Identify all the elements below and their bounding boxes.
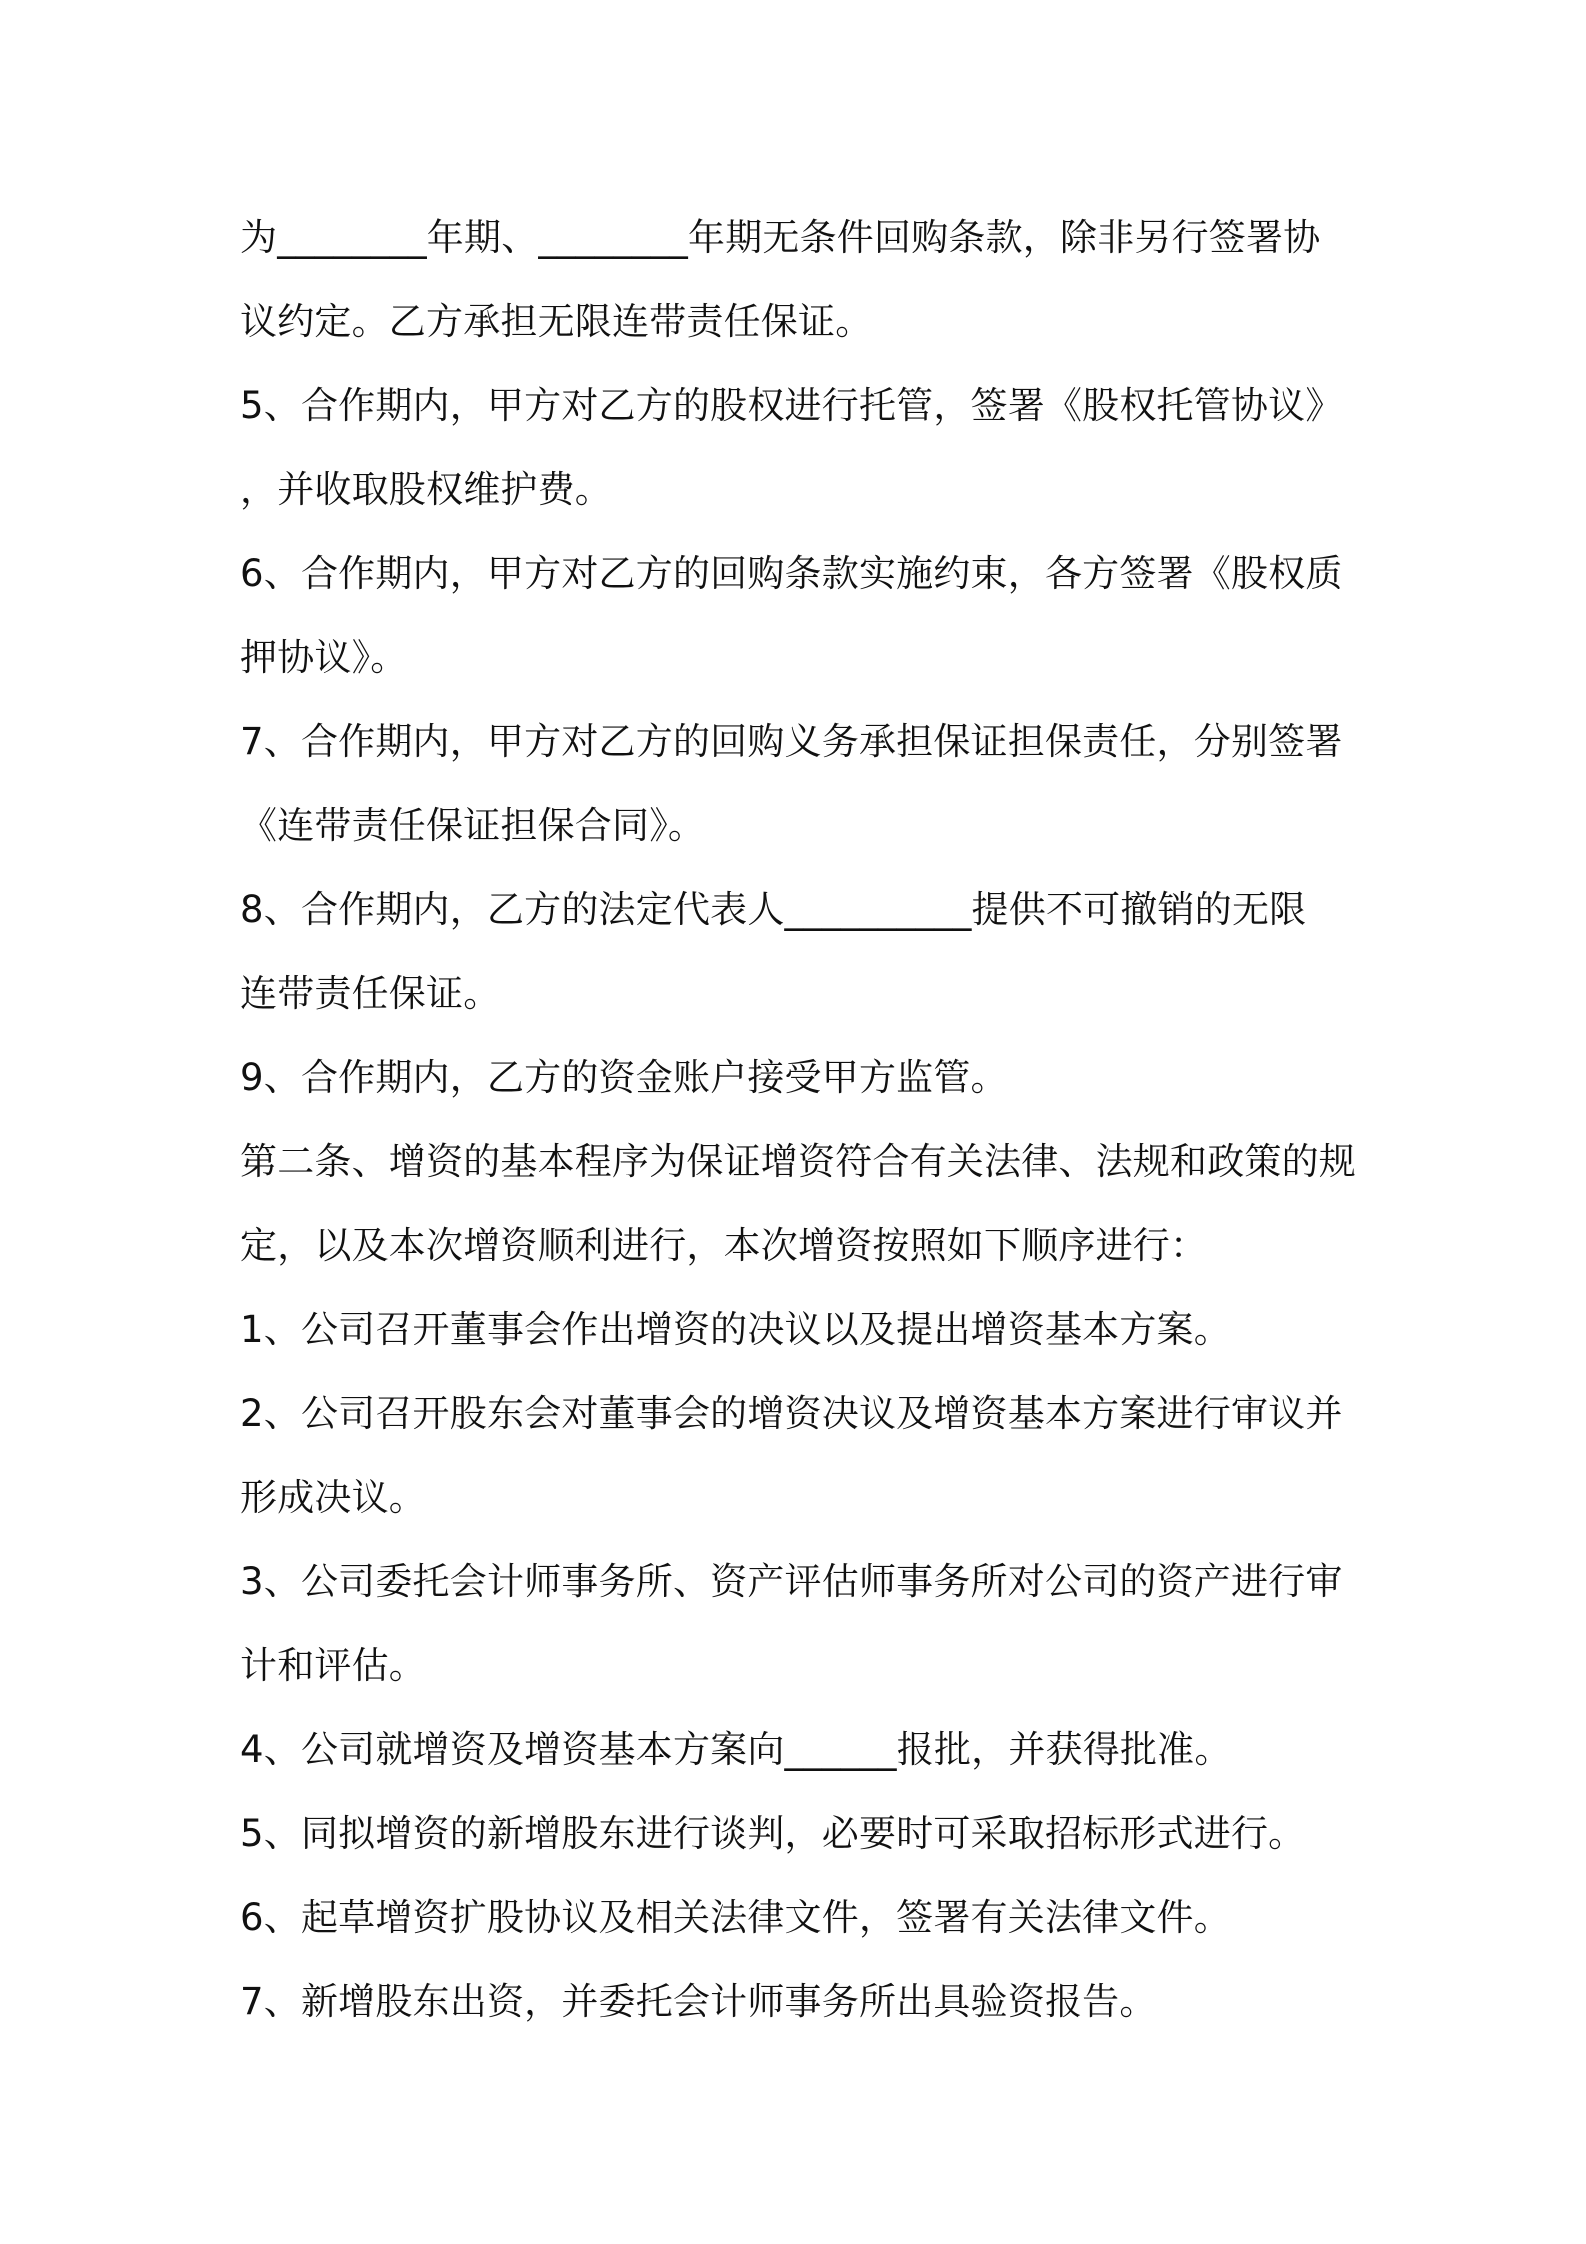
text-line: 5、合作期内，甲方对乙方的股权进行托管，签署《股权托管协议》 [240,384,1343,427]
text-line: 2、公司召开股东会对董事会的增资决议及增资基本方案进行审议并 [240,1392,1343,1435]
text-line: 《连带责任保证担保合同》。 [240,804,706,847]
text-line: 为________年期、________年期无条件回购条款，除非另行签署协 [240,216,1321,259]
text-line: 8、合作期内，乙方的法定代表人__________提供不可撤销的无限 [240,888,1307,931]
text-line: 议约定。乙方承担无限连带责任保证。 [240,300,873,343]
text-line: 4、公司就增资及增资基本方案向______报批，并获得批准。 [240,1728,1232,1771]
text-line: 7、新增股东出资，并委托会计师事务所出具验资报告。 [240,1980,1157,2023]
text-line: 5、同拟增资的新增股东进行谈判，必要时可采取招标形式进行。 [240,1812,1306,1855]
text-line: 形成决议。 [240,1476,426,1519]
text-line: 6、合作期内，甲方对乙方的回购条款实施约束，各方签署《股权质 [240,552,1343,595]
text-line: 第二条、增资的基本程序为保证增资符合有关法律、法规和政策的规 [240,1140,1356,1183]
text-line: 3、公司委托会计师事务所、资产评估师事务所对公司的资产进行审 [240,1560,1343,1603]
text-line: 定，以及本次增资顺利进行，本次增资按照如下顺序进行： [240,1224,1208,1267]
text-line: 1、公司召开董事会作出增资的决议以及提出增资基本方案。 [240,1308,1231,1351]
text-line: 押协议》。 [240,636,408,679]
text-line: 连带责任保证。 [240,972,501,1015]
text-line: ，并收取股权维护费。 [240,468,612,511]
text-line: 6、起草增资扩股协议及相关法律文件，签署有关法律文件。 [240,1896,1231,1939]
text-line: 9、合作期内，乙方的资金账户接受甲方监管。 [240,1056,1008,1099]
text-line: 7、合作期内，甲方对乙方的回购义务承担保证担保责任，分别签署 [240,720,1343,763]
document-body [240,196,1360,2044]
text-line: 计和评估。 [240,1644,426,1687]
